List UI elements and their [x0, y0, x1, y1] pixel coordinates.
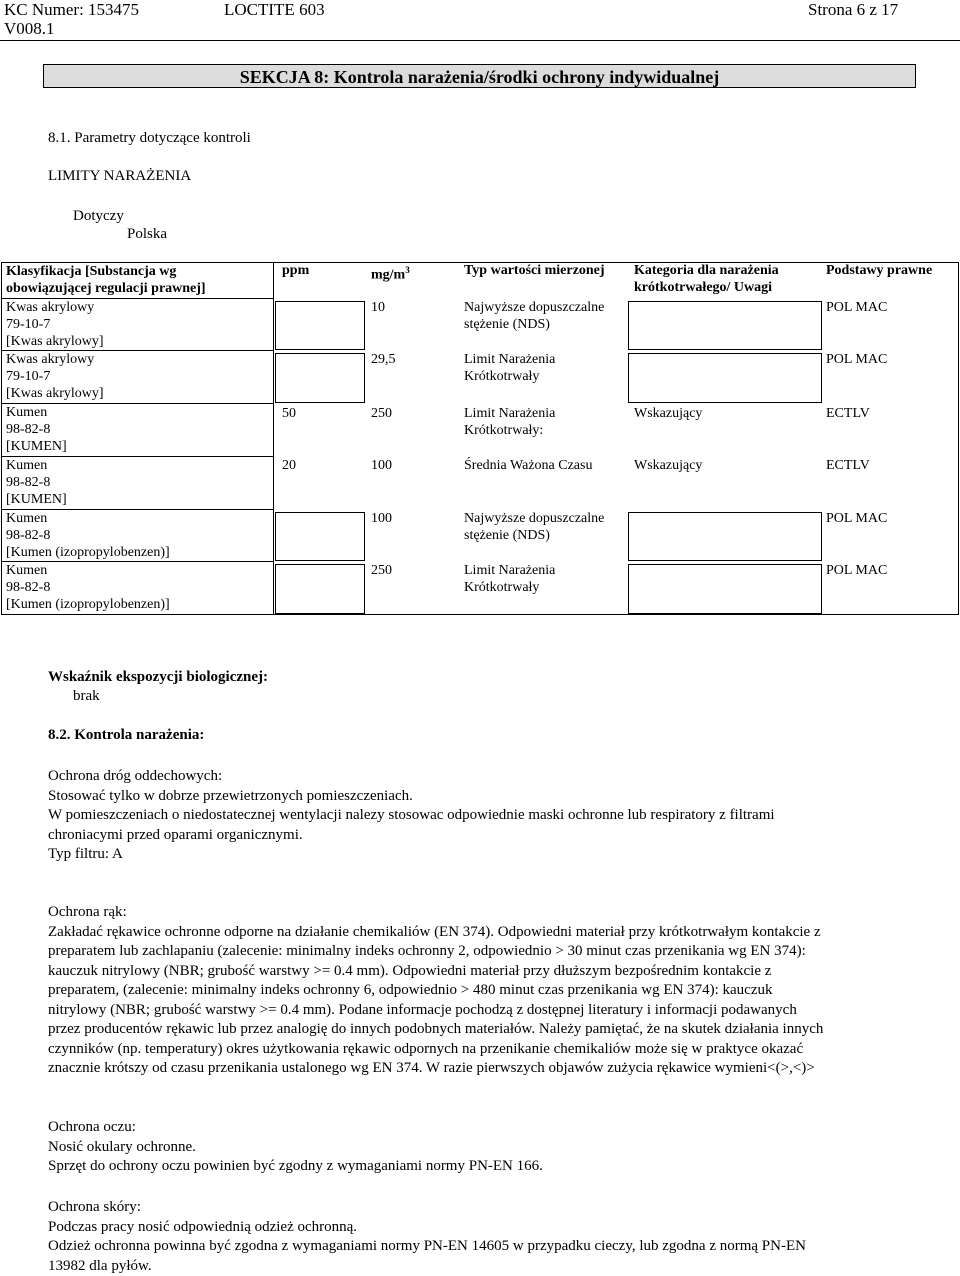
subsection-8-1-title: 8.1. Parametry dotyczące kontroli: [48, 130, 251, 146]
version: V008.1: [4, 19, 55, 38]
eye-protection: Ochrona oczu: Nosić okulary ochronne. Sprzęt do ochrony oczu powinien być zgodny z wymaganiami normy PN-EN 166.: [48, 1118, 928, 1177]
limits-heading: LIMITY NARAŻENIA: [48, 168, 192, 184]
eyes-title: Ochrona oczu:: [48, 1119, 136, 1135]
col-header-mg: $mg/m^3$: [371, 265, 410, 283]
skin-protection: Ochrona skóry: Podczas pracy nosić odpowiednią odzież ochronną. Odzież ochronna powinna być zgodna z wymaganiami normy PN-EN 14605 w przypadku cieczy, lub zgodna z normą PN-EN 13982 dla pyłów.: [48, 1198, 928, 1276]
cell-category: Wskazujący: [634, 406, 703, 421]
bio-title: Wskaźnik ekspozycji biologicznej:: [48, 669, 268, 685]
applies-value: Polska: [127, 226, 168, 242]
respiratory-protection: Ochrona dróg oddechowych: Stosować tylko w dobrze przewietrzonych pomieszczeniach. W pomieszczeniach o niedostatecznej wentylacji nalezy stosowac odpowiednie maski ochronne lub respiratory z filtrami chroniacymi przed oparami organicznymi. Typ filtru: A: [48, 767, 928, 865]
cell-basis: ECTLV: [826, 406, 870, 421]
empty-ppm-box: [275, 512, 365, 561]
cell-mg: 100: [371, 458, 392, 473]
hand-protection: Ochrona rąk: Zakładać rękawice ochronne odporne na działanie chemikaliów (EN 374). Odpowiedni materiał przy krótkotrwałym kontakcie z preparatem lub zachlapaniu (zalecenie: minimalny indeks ochronny 2, odpowiednio > 30 minut czas przenikania wg EN 374): kauczuk nitrylowy (NBR; grubość warstwy >= 0.4 mm). Odpowiedni materiał przy dłuższym bezpośrednim kontakcie z preparatem, (zalecenie: minimalny indeks ochronny 6, odpowiednio > 480 minut czas przenikania wg EN 374): kauczuk nitrylowy (NBR; grubość warstwy >= 0.4 mm). Podane informacje pochodzą z dostępnej literatury i informacji podawanych przez producentów rękawic lub przez analogię do innych podobnych materiałów. Należy pamiętać, że na skutek działania innych czynników (np. temperatury) okres użytkowania rękawic odpornych na przenikanie chemikaliów może się w praktyce okazać znacznie krótszy od czasu przenikania ustalonego wg EN 374. W razie pierwszych objawów zużycia rękawice wymieni<(>,<)>: [48, 903, 928, 1079]
cell-type: Najwyższe dopuszczalne stężenie (NDS): [464, 511, 605, 543]
cell-category: Wskazujący: [634, 458, 703, 473]
cell-mg: 250: [371, 406, 392, 421]
cell-basis: ECTLV: [826, 458, 870, 473]
cell-basis: POL MAC: [826, 511, 888, 526]
col-header-ppm: ppm: [282, 263, 310, 278]
cell-basis: POL MAC: [826, 300, 888, 315]
cell-ppm: 50: [282, 406, 296, 421]
table-row-substance: Kumen 98-82-8 [Kumen (izopropylobenzen)]: [1, 509, 274, 562]
cell-mg: 10: [371, 300, 385, 315]
applies-label: Dotyczy: [73, 208, 124, 224]
table-row-substance: Kumen 98-82-8 [KUMEN]: [1, 456, 274, 510]
cell-mg: 100: [371, 511, 392, 526]
page-number: Strona 6 z 17: [808, 0, 899, 19]
empty-category-box: [628, 353, 822, 403]
hands-title: Ochrona rąk:: [48, 904, 127, 920]
bio-value: brak: [73, 688, 100, 704]
kc-number: KC Numer: 153475: [4, 0, 140, 19]
cell-type: Limit Narażenia Krótkotrwały: [464, 352, 556, 384]
cell-type: Średnia Ważona Czasu: [464, 458, 593, 473]
empty-category-box: [628, 301, 822, 350]
table-row-substance: Kumen 98-82-8 [KUMEN]: [1, 403, 274, 457]
col-header-type: Typ wartości mierzonej: [464, 263, 605, 278]
cell-type: Limit Narażenia Krótkotrwały:: [464, 406, 556, 438]
cell-basis: POL MAC: [826, 352, 888, 367]
section-title: SEKCJA 8: Kontrola narażenia/środki ochrony indywidualnej: [43, 64, 916, 88]
product-name: LOCTITE 603: [224, 0, 325, 19]
skin-title: Ochrona skóry:: [48, 1199, 141, 1215]
empty-category-box: [628, 564, 822, 614]
cell-mg: 29,5: [371, 352, 396, 367]
col-header-category: Kategoria dla narażenia krótkotrwałego/ Uwagi: [634, 263, 779, 295]
cell-type: Limit Narażenia Krótkotrwały: [464, 563, 556, 595]
cell-mg: 250: [371, 563, 392, 578]
respiratory-title: Ochrona dróg oddechowych:: [48, 768, 223, 784]
subsection-8-2-title: 8.2. Kontrola narażenia:: [48, 727, 205, 743]
col-header-classification: Klasyfikacja [Substancja wg obowiązującej regulacji prawnej]: [1, 262, 274, 299]
empty-ppm-box: [275, 564, 365, 614]
cell-ppm: 20: [282, 458, 296, 473]
empty-ppm-box: [275, 301, 365, 350]
empty-category-box: [628, 512, 822, 561]
cell-basis: POL MAC: [826, 563, 888, 578]
col-header-basis: Podstawy prawne: [826, 263, 933, 278]
table-row-substance: Kumen 98-82-8 [Kumen (izopropylobenzen)]: [1, 561, 274, 615]
table-row-substance: Kwas akrylowy 79-10-7 [Kwas akrylowy]: [1, 350, 274, 404]
header-rule: [0, 40, 960, 41]
empty-ppm-box: [275, 353, 365, 403]
table-row-substance: Kwas akrylowy 79-10-7 [Kwas akrylowy]: [1, 298, 274, 351]
cell-type: Najwyższe dopuszczalne stężenie (NDS): [464, 300, 605, 332]
